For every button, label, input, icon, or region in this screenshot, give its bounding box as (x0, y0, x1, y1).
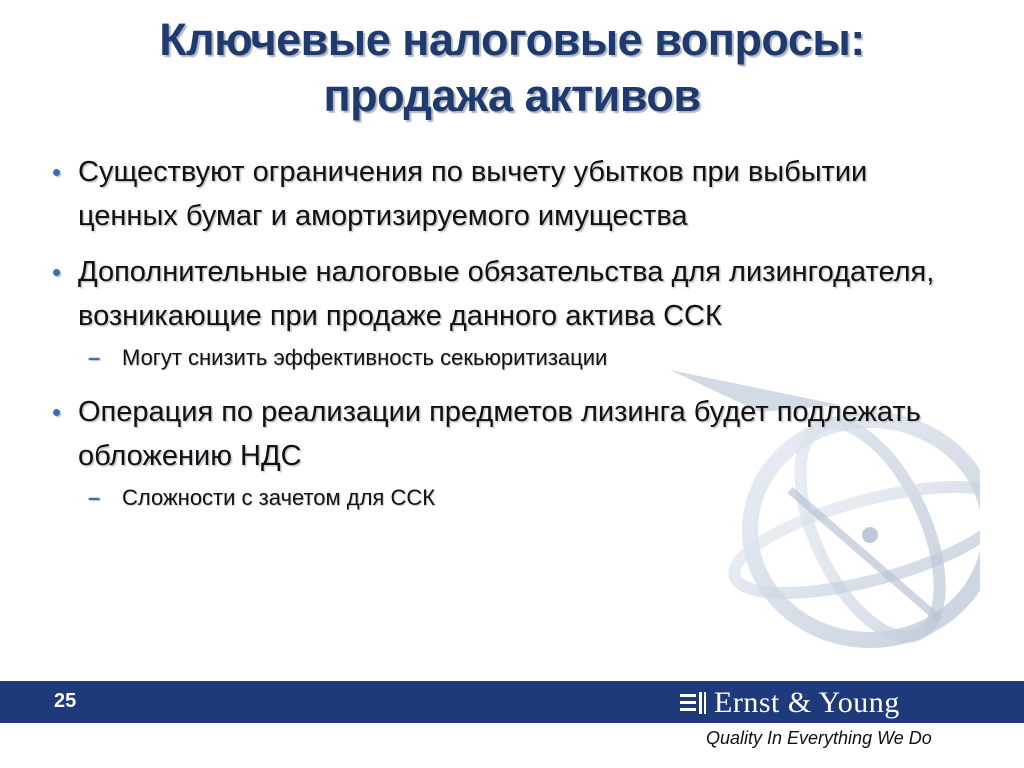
bullet-item (48, 150, 968, 238)
logo-wordmark: Ernst & Young (714, 686, 900, 719)
sub-bullet-marker: – (88, 345, 101, 370)
bullet-marker: • (52, 397, 62, 427)
page-number: 25 (54, 690, 77, 712)
bullet-marker: • (52, 257, 62, 287)
slide-title-line-2: продажа активов (323, 70, 701, 121)
bullet-text: Операция по реализации предметов лизинга будет подлежать обложению НДС (78, 396, 921, 472)
company-tagline: Quality In Everything We Do (706, 728, 932, 748)
bullet-text: Существуют ограничения по вычету убытков при выбытии ценных бумаг и амортизируемого имущества (78, 156, 868, 232)
logo-mark-icon (680, 692, 706, 714)
sub-bullet-text: Могут снизить эффективность секьюритизации (122, 345, 608, 370)
sub-bullet-text: Сложности с зачетом для ССК (122, 485, 436, 510)
bullet-marker: • (52, 157, 62, 187)
slide-body (48, 150, 968, 530)
sub-bullet-item (48, 482, 968, 514)
slide-title-line-1: Ключевые налоговые вопросы: (159, 14, 865, 65)
bullet-item (48, 390, 968, 478)
slide-title (0, 12, 1024, 124)
sub-bullet-item (48, 342, 968, 374)
bullet-text: Дополнительные налоговые обязательства для лизингодателя, возникающие при продаже данного актива ССК (78, 256, 935, 332)
sub-bullet-marker: – (88, 485, 101, 510)
bullet-item (48, 250, 968, 338)
company-logo (680, 688, 900, 718)
